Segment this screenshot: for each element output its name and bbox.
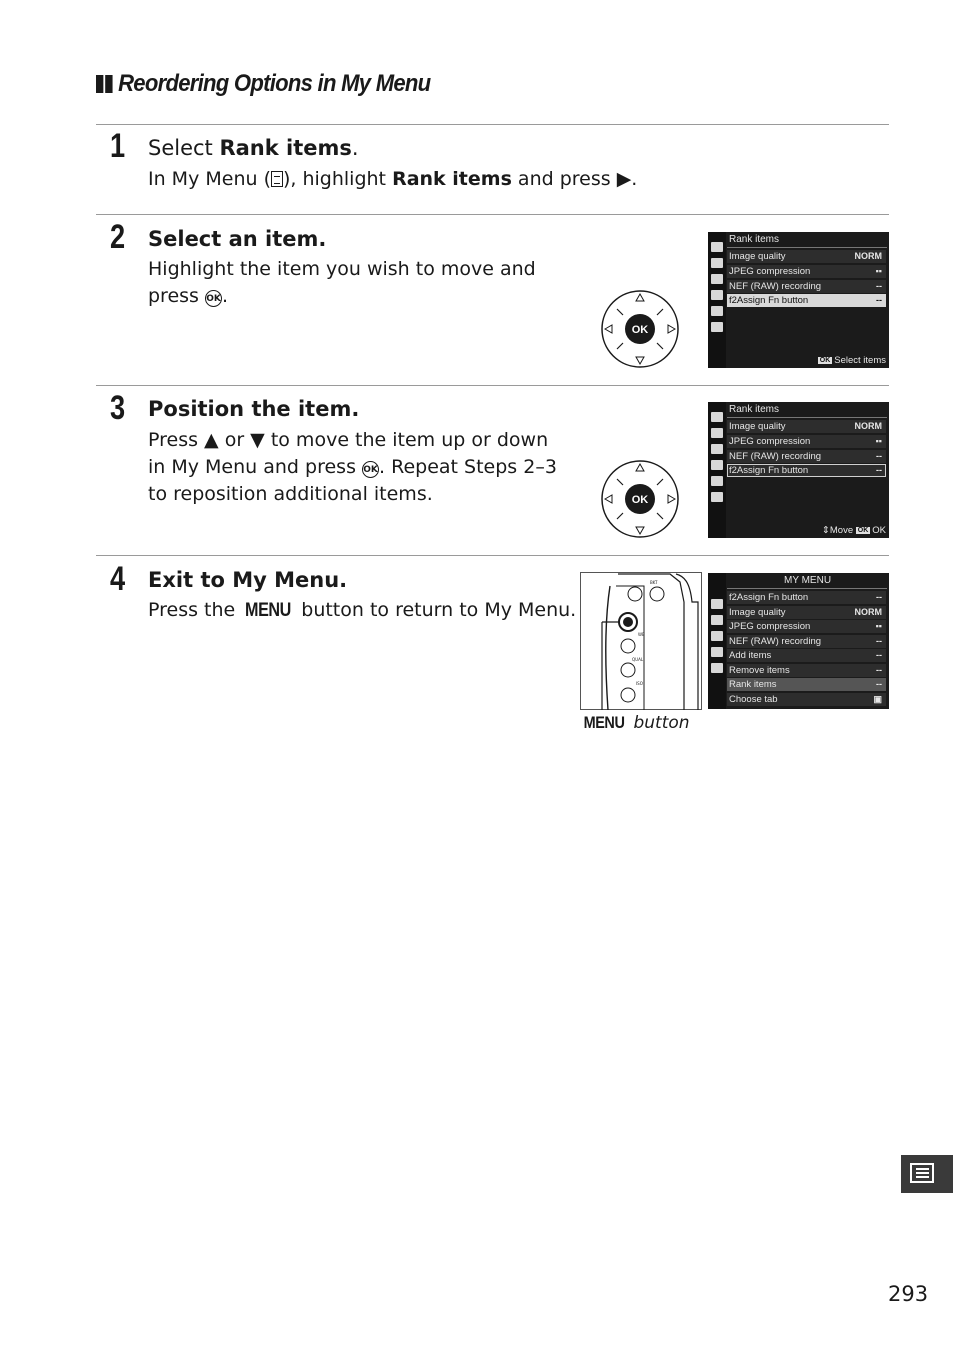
camera-back-illustration <box>580 572 702 710</box>
menu-tabs-sidebar <box>708 402 726 538</box>
screen-row-selected: f2Assign Fn button -- <box>727 464 886 477</box>
screen-row: NEF (RAW) recording -- <box>727 280 886 293</box>
step-2-number: 2 <box>110 218 126 256</box>
svg-text:BKT: BKT <box>650 580 658 585</box>
page-number: 293 <box>888 1282 929 1306</box>
screen-row: Remove items -- <box>727 664 886 677</box>
screen-row-highlighted: f2Assign Fn button -- <box>727 294 886 307</box>
ok-button-icon: OK <box>205 290 222 307</box>
section-marker-icon <box>96 75 113 93</box>
screen-footer: ⇕Move OK OK <box>821 525 886 536</box>
camera-screen-rank-items-select <box>708 232 889 368</box>
step-4-body: Press the MENU button to return to My Menu. <box>148 597 576 624</box>
step-2-body: Highlight the item you wish to move and press OK. <box>148 258 536 307</box>
step-1-number: 1 <box>110 127 126 165</box>
menu-tabs-sidebar <box>708 573 726 709</box>
screen-row: Image quality NORM <box>727 250 886 263</box>
divider <box>96 385 889 386</box>
camera-screen-rank-items-move <box>708 402 889 538</box>
screen-row: NEF (RAW) recording -- <box>727 635 886 648</box>
step-4-number: 4 <box>110 560 126 598</box>
my-menu-icon <box>271 171 283 187</box>
step-3-title: Position the item. <box>148 397 360 421</box>
step-3-number: 3 <box>110 389 126 427</box>
screen-header: MY MENU <box>784 575 832 586</box>
menu-button-label: MENU <box>245 600 292 621</box>
multi-selector-icon <box>600 459 680 539</box>
step-1-title: Select Rank items. <box>148 136 359 160</box>
screen-footer: OK Select items <box>819 355 886 366</box>
multi-selector-icon <box>600 289 680 369</box>
svg-text:QUAL: QUAL <box>632 657 644 662</box>
step-2-title: Select an item. <box>148 227 327 251</box>
step-3-body: Press ▲ or ▼ to move the item up or down in My Menu and press OK. Repeat Steps 2–3 to reposition additional items. <box>148 429 557 505</box>
screen-header: Rank items <box>729 234 780 245</box>
screen-row: Image quality NORM <box>727 606 886 619</box>
svg-text:OK: OK <box>631 494 649 506</box>
divider <box>96 124 889 125</box>
divider <box>96 214 889 215</box>
menu-button-caption: MENU button <box>583 713 690 733</box>
my-menu-tab-icon <box>901 1155 953 1193</box>
screen-header: Rank items <box>729 404 780 415</box>
screen-row: Image quality NORM <box>727 420 886 433</box>
menu-tabs-sidebar <box>708 232 726 368</box>
step-1-body: In My Menu ( ), highlight Rank items and press ▶. <box>148 168 638 190</box>
screen-row-highlighted: Rank items -- <box>727 678 886 691</box>
screen-row: JPEG compression ▪▪ <box>727 620 886 633</box>
ok-button-icon: OK <box>362 461 379 478</box>
divider <box>96 555 889 556</box>
screen-row: JPEG compression ▪▪ <box>727 265 886 278</box>
section-title <box>96 70 430 98</box>
screen-row: NEF (RAW) recording -- <box>727 450 886 463</box>
section-title-text: Reordering Options in My Menu <box>118 70 431 97</box>
camera-screen-my-menu <box>708 573 889 709</box>
step-4-title: Exit to My Menu. <box>148 568 348 592</box>
svg-text:WB: WB <box>638 632 645 637</box>
screen-row: Add items -- <box>727 649 886 662</box>
screen-row: JPEG compression ▪▪ <box>727 435 886 448</box>
svg-text:OK: OK <box>631 324 649 336</box>
screen-row: Choose tab ▣ <box>727 693 886 706</box>
svg-text:ISO: ISO <box>636 681 643 686</box>
screen-row: f2Assign Fn button -- <box>727 591 886 604</box>
